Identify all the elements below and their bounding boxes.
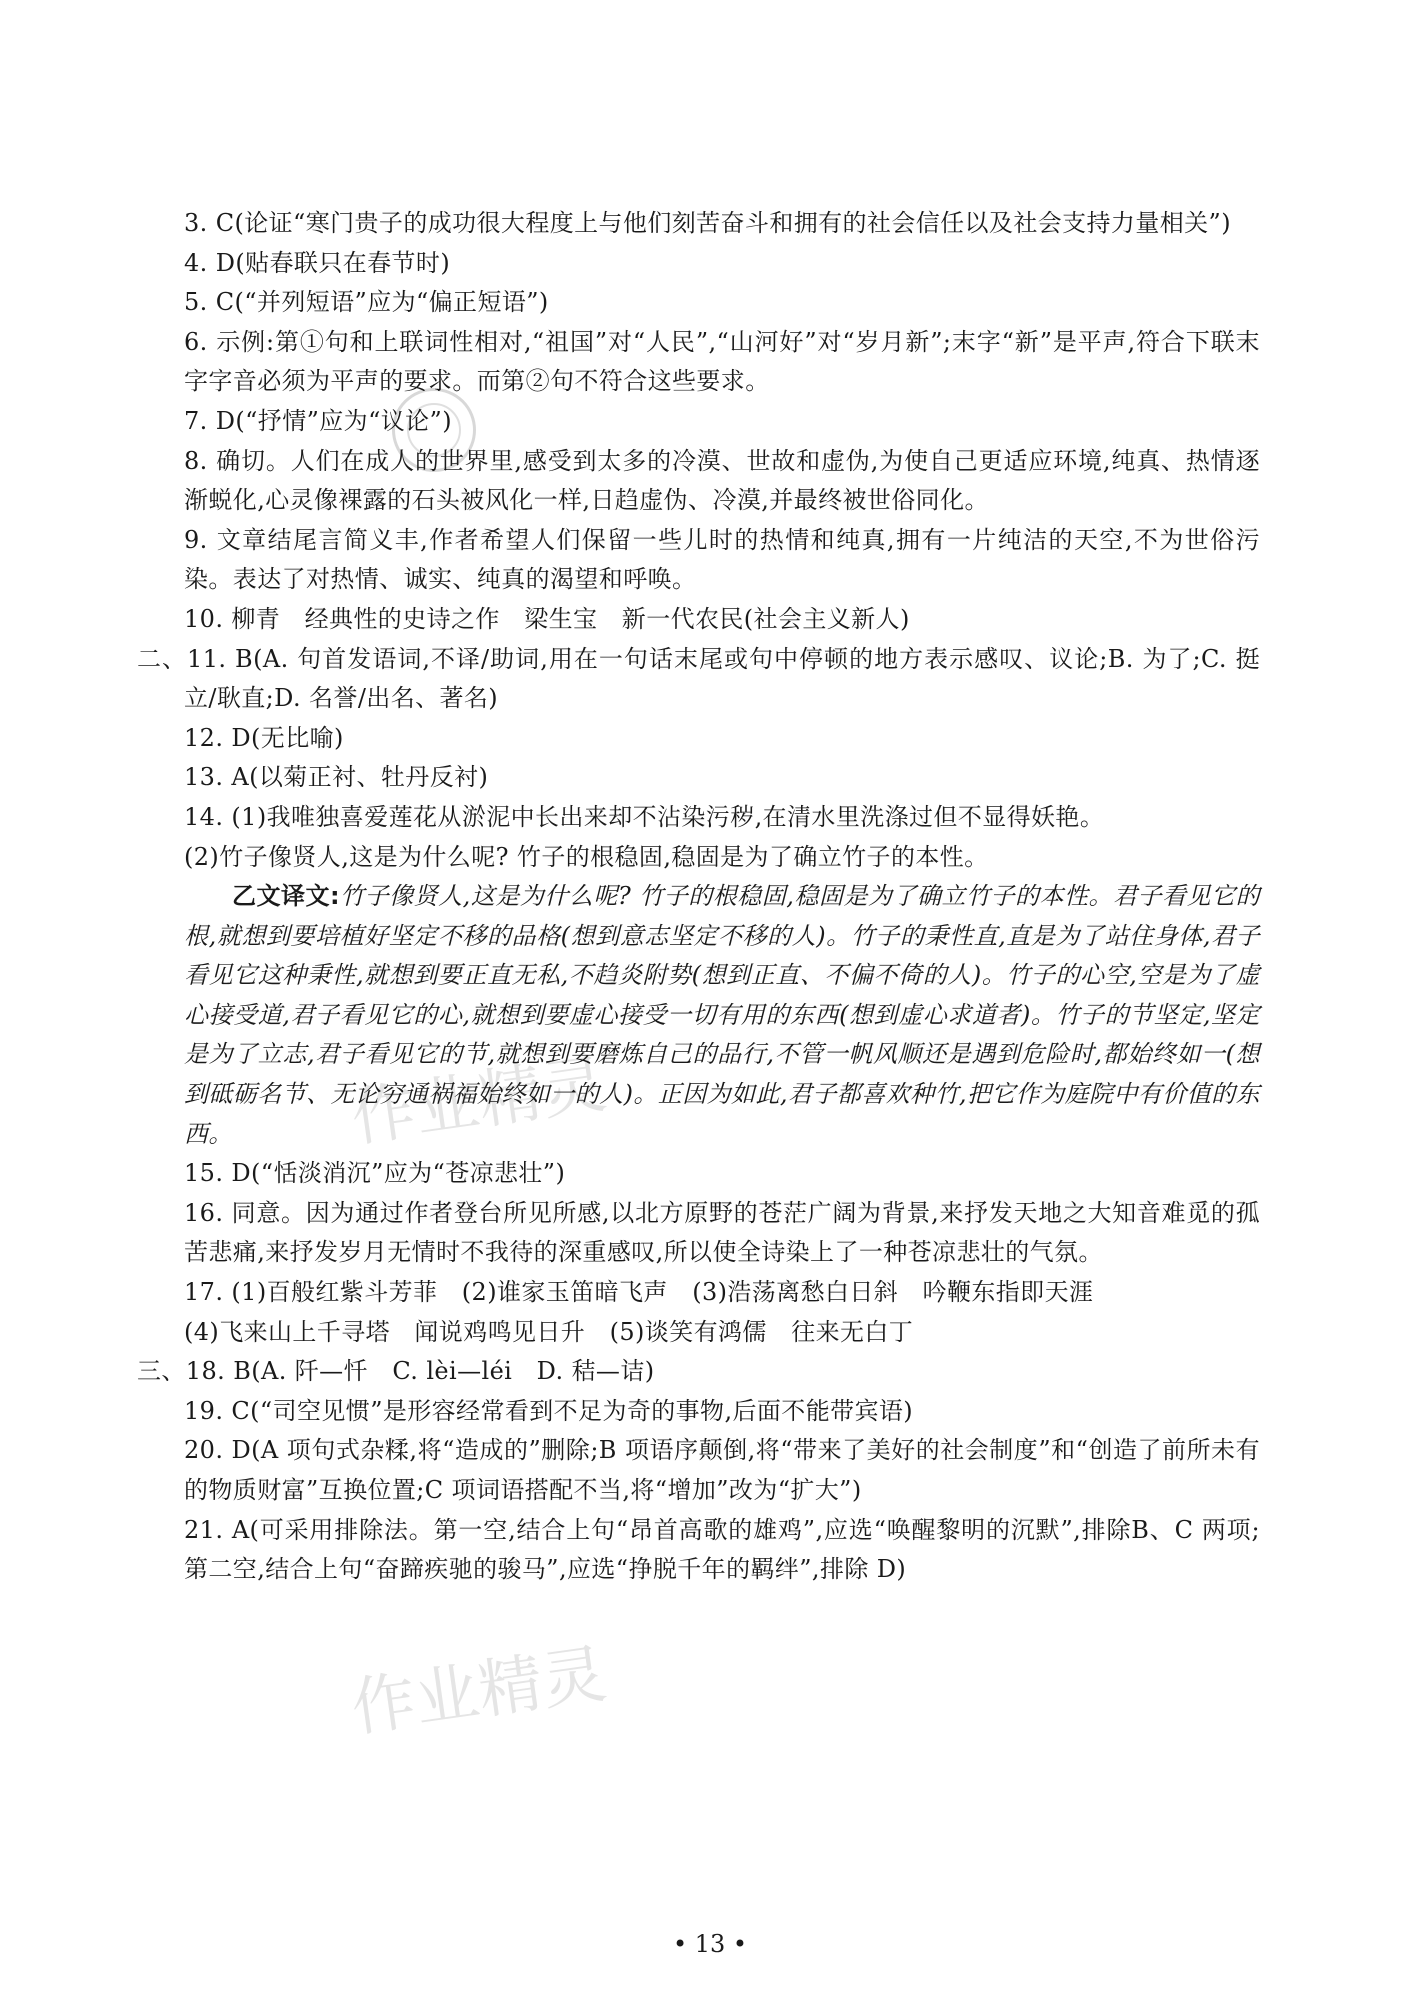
- answer-line-q10: 10. 柳青 经典性的史诗之作 梁生宝 新一代农民(社会主义新人): [184, 604, 910, 633]
- answer-line-q19: 19. C(“司空见惯”是形容经常看到不足为奇的事物,后面不能带宾语): [184, 1396, 914, 1425]
- answer-line-q14-2: (2)竹子像贤人,这是为什么呢? 竹子的根稳固,稳固是为了确立竹子的本性。: [184, 842, 989, 871]
- answer-line-q21: 21. A(可采用排除法。第一空,结合上句“昂首高歌的雄鸡”,应选“唤醒黎明的沉默”,排除B、C 两项;第二空,结合上句“奋蹄疾驰的骏马”,应选“挣脱千年的羁绊”,排除 D): [184, 1515, 1260, 1584]
- answer-line-q9: 9. 文章结尾言简义丰,作者希望人们保留一些儿时的热情和纯真,拥有一片纯洁的天空,不为世俗污染。表达了对热情、诚实、纯真的渴望和呼唤。: [184, 525, 1260, 594]
- answer-line-q18: 三、18. B(A. 阡—忏 C. lèi—léi D. 秸—诘): [137, 1357, 655, 1386]
- page-number: • 13 •: [672, 1930, 748, 1958]
- answer-line-q16: 16. 同意。因为通过作者登台所见所感,以北方原野的苍茫广阔为背景,来抒发天地之大知音难觅的孤苦悲痛,来抒发岁月无情时不我待的深重感叹,所以使全诗染上了一种苍凉悲壮的气氛。: [184, 1198, 1260, 1267]
- translation-paragraph: [184, 877, 1260, 1154]
- answer-line-q12: 12. D(无比喻): [184, 723, 344, 752]
- answer-line-q3: 3. C(论证“寒门贵子的成功很大程度上与他们刻苦奋斗和拥有的社会信任以及社会支持力量相关”): [184, 209, 1231, 237]
- answer-content: [137, 204, 1260, 1590]
- watermark-text: 作业精灵: [346, 1047, 611, 1157]
- answer-line-q14-1: 14. (1)我唯独喜爱莲花从淤泥中长出来却不沾染污秽,在清水里洗涤过但不显得妖艳。: [184, 802, 1105, 831]
- answer-line-q13: 13. A(以菊正衬、牡丹反衬): [184, 763, 489, 792]
- translation-body: 竹子像贤人,这是为什么呢? 竹子的根稳固,稳固是为了确立竹子的本性。君子看见它的根,就想到要培植好坚定不移的品格(想到意志坚定不移的人)。竹子的秉性直,直是为了站住身体,君子看见它这种秉性,就想到要正直无私,不趋炎附势(想到正直、不偏不倚的人)。竹子的心空,空是为了虚心接受道,君子看见它的心,就想到要虚心接受一切有用的东西(想到虚心求道者)。竹子的节坚定,坚定是为了立志,君子看见它的节,就想到要磨炼自己的品行,不管一帆风顺还是遇到危险时,都始终如一(想到砥砺名节、无论穷通祸福始终如一的人)。正因为如此,君子都喜欢种竹,把它作为庭院中有价值的东西。: [184, 882, 1260, 1148]
- answer-line-q11: 二、11. B(A. 句首发语词,不译/助词,用在一句话末尾或句中停顿的地方表示感叹、议论;B. 为了;C. 挺立/耿直;D. 名誉/出名、著名): [137, 644, 1260, 713]
- answer-line-q17-2: (4)飞来山上千寻塔 闻说鸡鸣见日升 (5)谈笑有鸿儒 往来无白丁: [184, 1317, 914, 1346]
- answer-line-q7: 7. D(“抒情”应为“议论”): [184, 406, 452, 435]
- answer-line-q20: 20. D(A 项句式杂糅,将“造成的”删除;B 项语序颠倒,将“带来了美好的社会制度”和“创造了前所未有的物质财富”互换位置;C 项词语搭配不当,将“增加”改为“扩大”): [184, 1436, 1260, 1504]
- answer-line-q4: 4. D(贴春联只在春节时): [184, 248, 451, 277]
- answer-line-q15: 15. D(“恬淡消沉”应为“苍凉悲壮”): [184, 1159, 566, 1188]
- answer-line-q5: 5. C(“并列短语”应为“偏正短语”): [184, 288, 549, 317]
- answer-line-q17-1: 17. (1)百般红紫斗芳菲 (2)谁家玉笛暗飞声 (3)浩荡离愁白日斜 吟鞭东指即天涯: [184, 1278, 1094, 1307]
- watermark-text: 作业精灵: [346, 1637, 611, 1747]
- answer-line-q6: 6. 示例:第①句和上联词性相对,“祖国”对“人民”,“山河好”对“岁月新”;末字“新”是平声,符合下联末字字音必须为平声的要求。而第②句不符合这些要求。: [184, 327, 1260, 396]
- answer-line-q8: 8. 确切。人们在成人的世界里,感受到太多的冷漠、世故和虚伪,为使自己更适应环境,纯真、热情逐渐蜕化,心灵像裸露的石头被风化一样,日趋虚伪、冷漠,并最终被世俗同化。: [184, 446, 1260, 515]
- translation-label: 乙文译文:: [232, 882, 341, 911]
